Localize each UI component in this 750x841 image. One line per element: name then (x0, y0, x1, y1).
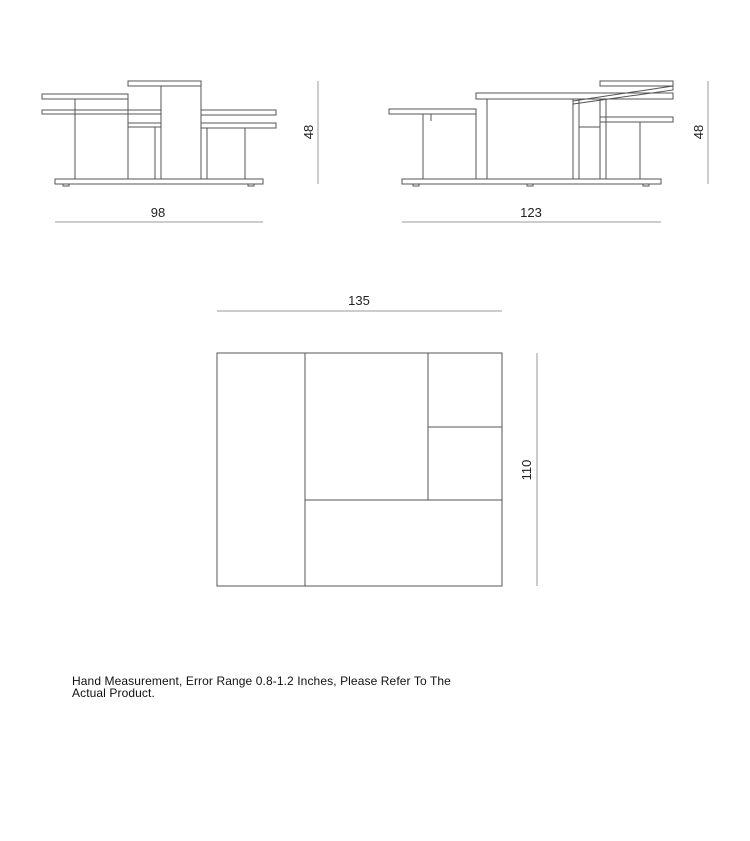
dim-label-right-width: 123 (520, 205, 542, 220)
top-view-plan (217, 353, 502, 586)
dim-label-top-width: 135 (348, 293, 370, 308)
measurement-note-line-2: Actual Product. (72, 686, 155, 700)
side-elevation-left (42, 81, 276, 186)
dim-label-right-height: 48 (691, 124, 706, 140)
measurement-note-line-1: Hand Measurement, Error Range 0.8-1.2 Inches, Please Refer To The (72, 674, 451, 688)
measurement-note (72, 675, 462, 699)
dim-label-top-depth: 110 (519, 459, 534, 481)
side-elevation-right (389, 81, 673, 186)
dim-label-left-height: 48 (301, 124, 316, 140)
dim-label-left-width: 98 (150, 205, 166, 220)
